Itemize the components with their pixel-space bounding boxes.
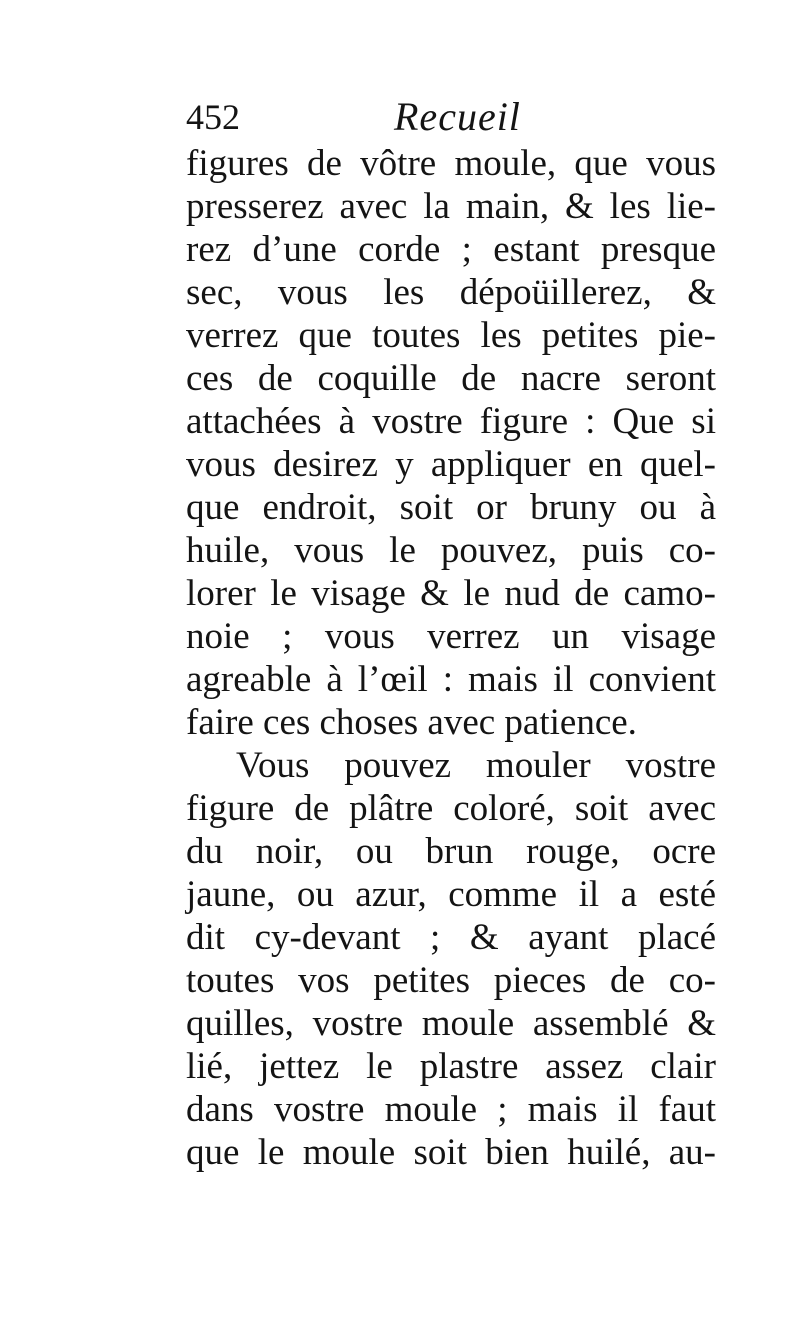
- text-line: faire ces choses avec patience.: [186, 702, 637, 743]
- text-line: du noir, ou brun rouge, ocre: [186, 831, 716, 872]
- text-line: presserez avec la main, & les lie-: [186, 186, 716, 227]
- running-head: [186, 92, 716, 142]
- text-line: vous desirez y appliquer en quel-: [186, 444, 716, 485]
- text-line: que endroit, soit or bruny ou à: [186, 487, 716, 528]
- text-line: Vous pouvez mouler vostre: [236, 745, 716, 786]
- text-line: verrez que toutes les petites pie-: [186, 315, 716, 356]
- text-line: agreable à l’œil : mais il convient: [186, 659, 716, 700]
- text-line: lié, jettez le plastre assez clair: [186, 1046, 716, 1087]
- page-number: 452: [186, 97, 240, 137]
- paragraph-1: [186, 142, 716, 744]
- text-line: quilles, vostre moule assemblé &: [186, 1003, 716, 1044]
- running-title: Recueil: [394, 94, 521, 139]
- text-line: noie ; vous verrez un visage: [186, 616, 716, 657]
- text-line: rez d’une corde ; estant presque: [186, 229, 716, 270]
- text-line: dans vostre moule ; mais il faut: [186, 1089, 716, 1130]
- text-line: lorer le visage & le nud de camo-: [186, 573, 716, 614]
- text-line: ces de coquille de nacre seront: [186, 358, 716, 399]
- text-line: figures de vôtre moule, que vous: [186, 143, 716, 184]
- text-line: attachées à vostre figure : Que si: [186, 401, 716, 442]
- text-line: sec, vous les dépoüillerez, &: [186, 272, 716, 313]
- body-text: [186, 142, 716, 1174]
- text-line: dit cy-devant ; & ayant placé: [186, 917, 716, 958]
- text-line: que le moule soit bien huilé, au-: [186, 1132, 716, 1173]
- text-line: huile, vous le pouvez, puis co-: [186, 530, 716, 571]
- text-line: toutes vos petites pieces de co-: [186, 960, 716, 1001]
- paragraph-2: [186, 744, 716, 1174]
- text-line: jaune, ou azur, comme il a esté: [186, 874, 716, 915]
- text-line: figure de plâtre coloré, soit avec: [186, 788, 716, 829]
